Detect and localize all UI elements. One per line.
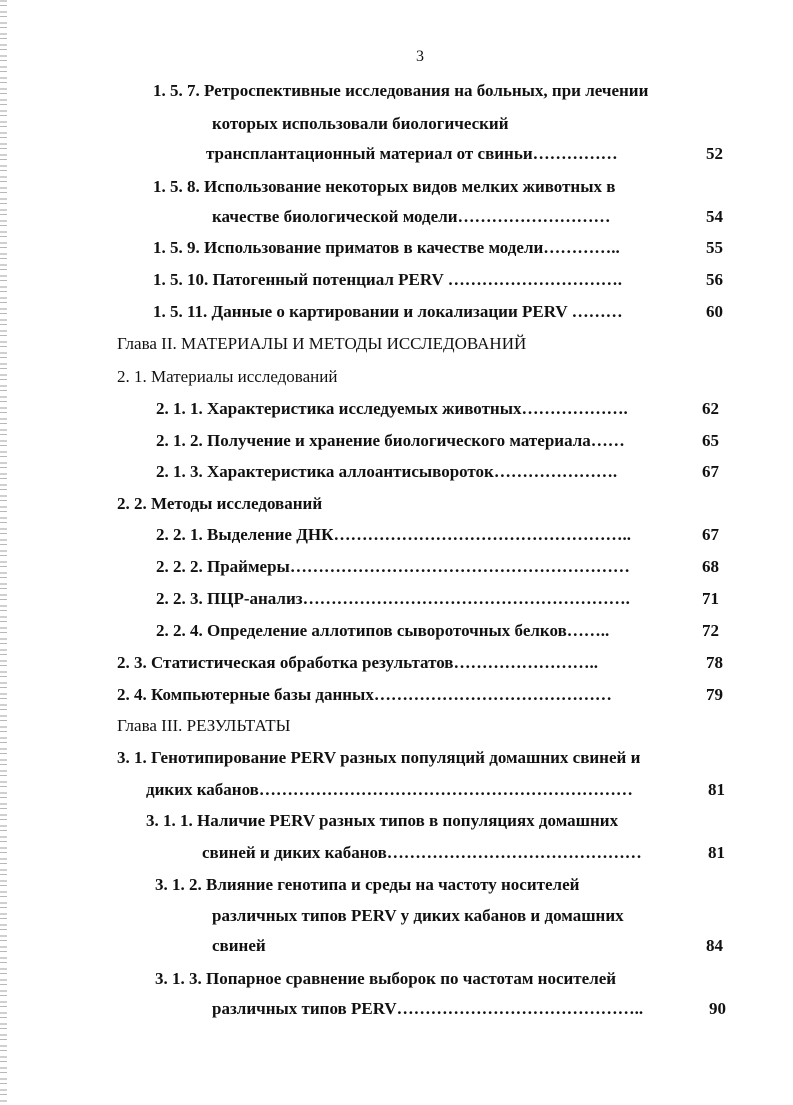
toc-entry <box>0 299 793 325</box>
toc-entry-page: 65 <box>702 431 719 450</box>
toc-entry <box>0 459 793 485</box>
toc-entry-title: Глава II. МАТЕРИАЛЫ И МЕТОДЫ ИССЛЕДОВАНИЙ <box>117 334 527 353</box>
toc-section-heading <box>0 364 793 390</box>
toc-entry-title: 2. 3. Статистическая обработка результатов…………………….. <box>117 653 598 672</box>
toc-entry-title: 2. 1. 2. Получение и хранение биологического материала…… <box>156 431 625 450</box>
toc-entry-page: 54 <box>706 207 723 226</box>
toc-entry <box>0 586 793 612</box>
toc-entry <box>0 235 793 261</box>
toc-entry <box>0 745 793 771</box>
toc-entry-page: 81 <box>708 843 725 862</box>
toc-entry-title: 2. 1. 3. Характеристика аллоантисывороток…………………. <box>156 462 618 481</box>
toc-entry-title: 3. 1. Генотипирование PERV разных популяций домашних свиней и <box>117 748 641 767</box>
toc-entry <box>0 872 793 898</box>
toc-entry <box>0 522 793 548</box>
toc-chapter-heading <box>0 331 793 357</box>
toc-entry-page: 90 <box>709 999 726 1018</box>
toc-entry-page: 71 <box>702 589 719 608</box>
toc-entry-title: 3. 1. 1. Наличие PERV разных типов в популяциях домашних <box>146 811 619 830</box>
toc-section-heading <box>0 491 793 517</box>
toc-entry <box>0 966 793 992</box>
toc-entry-title: 2. 2. 2. Праймеры…………………………………………………… <box>156 557 630 576</box>
toc-entry-page: 72 <box>702 621 719 640</box>
toc-entry <box>0 618 793 644</box>
toc-entry <box>0 777 793 803</box>
toc-entry-page: 67 <box>702 525 719 544</box>
toc-entry-title: 2. 2. 3. ПЦР-анализ…………………………………………………. <box>156 589 630 608</box>
toc-entry-page: 55 <box>706 238 723 257</box>
toc-entry-page: 56 <box>706 270 723 289</box>
toc-entry-page: 67 <box>702 462 719 481</box>
toc-entry <box>0 78 793 104</box>
toc-entry-title: 1. 5. 8. Использование некоторых видов мелких животных в <box>153 177 616 196</box>
toc-entry-title: 1. 5. 11. Данные о картировании и локализации PERV ……… <box>153 302 623 321</box>
toc-entry-title: 2. 1. Материалы исследований <box>117 367 338 386</box>
toc-entry-title: 1. 5. 7. Ретроспективные исследования на больных, при лечении <box>153 81 649 100</box>
toc-entry-title: которых использовали биологический <box>212 114 509 133</box>
toc-entry-title: различных типов PERV у диких кабанов и домашних <box>212 906 624 925</box>
toc-entry <box>0 396 793 422</box>
toc-entry-title: 2. 1. 1. Характеристика исследуемых животных………………. <box>156 399 628 418</box>
toc-entry <box>0 933 793 959</box>
toc-entry <box>0 174 793 200</box>
toc-entry <box>0 903 793 929</box>
toc-entry-title: свиней и диких кабанов……………………………………… <box>202 843 642 862</box>
toc-chapter-heading <box>0 713 793 739</box>
toc-entry-title: 2. 2. 1. Выделение ДНК…………………………………………….. <box>156 525 631 544</box>
toc-entry <box>0 141 793 167</box>
toc-entry-page: 68 <box>702 557 719 576</box>
toc-entry-title: 1. 5. 9. Использование приматов в качестве модели………….. <box>153 238 620 257</box>
toc-entry-title: 2. 2. 4. Определение аллотипов сывороточных белков…….. <box>156 621 610 640</box>
toc-entry-title: 2. 2. Методы исследований <box>117 494 323 513</box>
toc-entry <box>0 111 793 137</box>
toc-entry <box>0 682 793 708</box>
toc-entry-title: свиней <box>212 936 266 955</box>
toc-entry-title: диких кабанов………………………………………………………… <box>146 780 633 799</box>
toc-entry <box>0 428 793 454</box>
toc-entry-page: 62 <box>702 399 719 418</box>
page-number: 3 <box>416 48 424 65</box>
toc-entry-page: 60 <box>706 302 723 321</box>
toc-entry-page: 81 <box>708 780 725 799</box>
toc-entry-page: 52 <box>706 144 723 163</box>
toc-entry-title: 1. 5. 10. Патогенный потенциал PERV …………………………. <box>153 270 623 289</box>
toc-entry <box>0 840 793 866</box>
toc-entry <box>0 267 793 293</box>
toc-entry-page: 78 <box>706 653 723 672</box>
toc-entry <box>0 808 793 834</box>
toc-entry-title: 3. 1. 2. Влияние генотипа и среды на частоту носителей <box>155 875 580 894</box>
toc-entry-page: 84 <box>706 936 723 955</box>
toc-entry-title: трансплантационный материал от свиньи…………… <box>206 144 618 163</box>
toc-entry-title: 3. 1. 3. Попарное сравнение выборок по частотам носителей <box>155 969 617 988</box>
toc-entry-page: 79 <box>706 685 723 704</box>
toc-entry-title: 2. 4. Компьютерные базы данных…………………………………… <box>117 685 612 704</box>
toc-entry-title: качестве биологической модели……………………… <box>212 207 611 226</box>
toc-entry-title: Глава III. РЕЗУЛЬТАТЫ <box>117 716 291 735</box>
toc-entry <box>0 650 793 676</box>
toc-entry <box>0 996 793 1022</box>
toc-entry-title: различных типов PERV…………………………………….. <box>212 999 644 1018</box>
toc-entry <box>0 204 793 230</box>
toc-entry <box>0 554 793 580</box>
